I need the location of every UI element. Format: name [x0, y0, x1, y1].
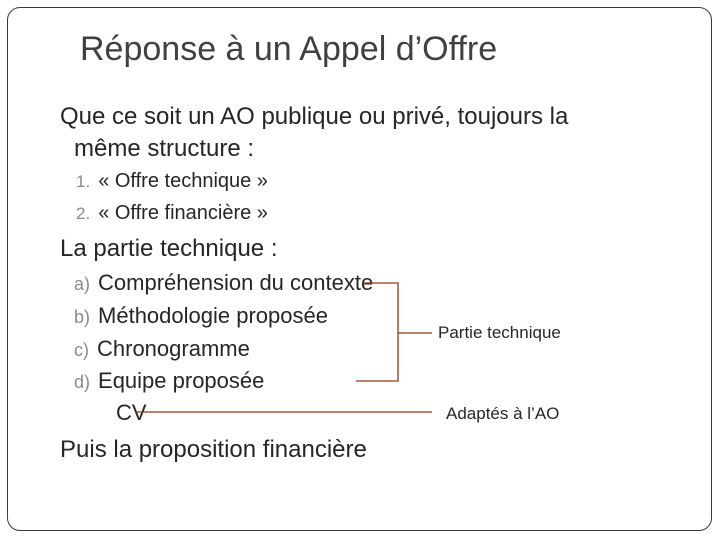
- list-item-text: « Offre financière »: [98, 202, 268, 224]
- list-item-text: Chronogramme: [97, 336, 250, 361]
- list-item-text: Méthodologie proposée: [98, 303, 328, 328]
- list-marker: a): [74, 274, 91, 294]
- connector-group: [136, 283, 432, 412]
- list-item-text: CV: [116, 400, 147, 425]
- list-marker: 2.: [76, 204, 91, 223]
- list-item-text: Compréhension du contexte: [98, 270, 374, 295]
- bullet-structure-continued: même structure :: [74, 135, 255, 162]
- connector-partie-technique: [362, 283, 432, 333]
- bullet-text: Que ce soit un AO publique ou privé, toujours la: [60, 103, 569, 130]
- list-marker: 1.: [76, 172, 91, 191]
- annotation-partie-technique: Partie technique: [438, 323, 561, 342]
- list-marker: d): [74, 372, 91, 392]
- bullet-text: La partie technique :: [60, 235, 278, 262]
- list-item-text: « Offre technique »: [98, 170, 268, 192]
- annotation-adaptes: Adaptés à l’AO: [446, 404, 560, 423]
- slide-title: Réponse à un Appel d’Offre: [80, 30, 498, 68]
- connector-partie-technique-lower: [356, 333, 398, 381]
- list-marker: c): [74, 340, 89, 360]
- list-item-text: Equipe proposée: [98, 368, 265, 393]
- list-marker: b): [74, 307, 91, 327]
- bullet-text: Puis la proposition financière: [60, 436, 367, 463]
